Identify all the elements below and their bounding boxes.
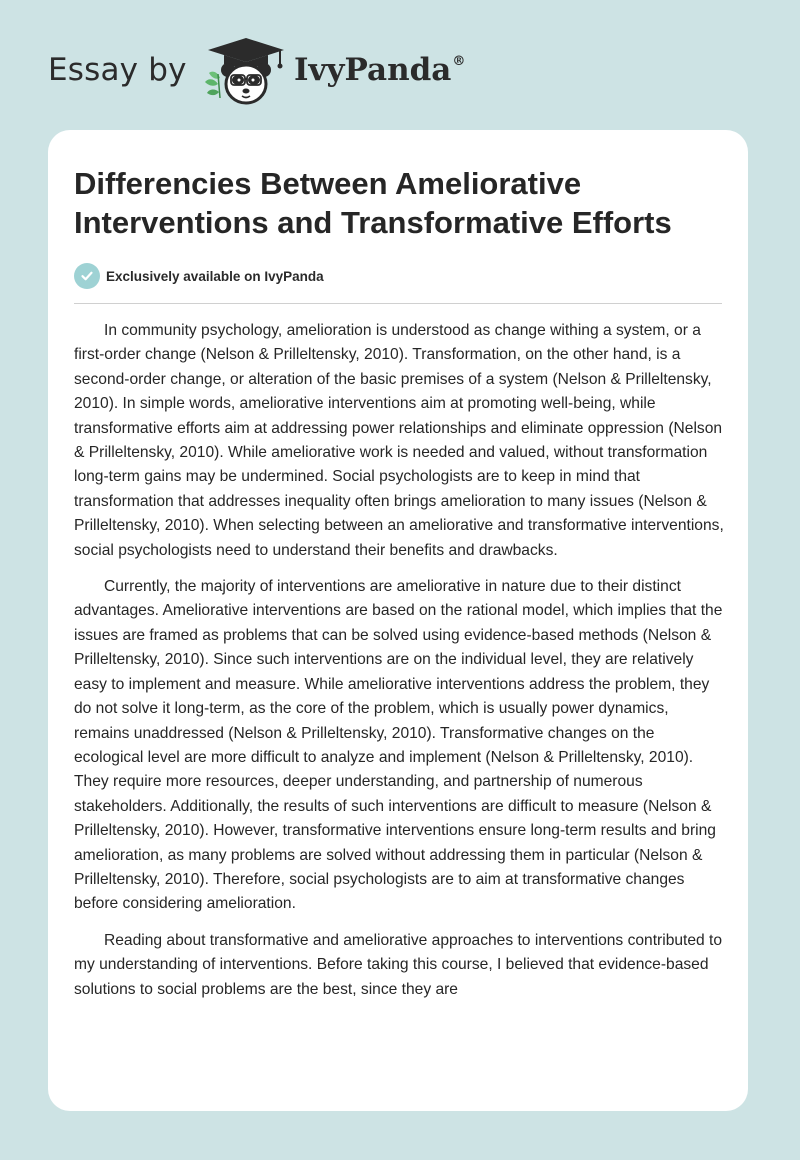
- brand-text: IvyPanda: [294, 52, 452, 88]
- essay-by-label: Essay by: [48, 52, 187, 88]
- registered-mark: ®: [452, 54, 466, 69]
- paragraph-2: Currently, the majority of interventions are ameliorative in nature due to their distinct advantages. Ameliorative interventions are based on the rational model, which implies that the issues are framed as problems that can be solved using evidence-based methods (Nelson & Prilleltensky, 2010). Since such interventions are on the individual level, they are relatively easy to implement and measure. While ameliorative interventions address the problem, they do not solve it long-term, as the core of the problem, which is usually power dynamics, remains unaddressed (Nelson & Prilleltensky, 2010). Transformative changes on the ecological level are more difficult to analyze and implement (Nelson & Prilleltensky, 2010). They require more resources, deeper understanding, and partnership of numerous stakeholders. Additionally, the results of such interventions are difficult to measure (Nelson & Prilleltensky, 2010). However, transformative interventions ensure long-term results and bring amelioration, as many problems are solved without addressing them in particular (Nelson & Prilleltensky, 2010). Therefore, social psychologists are to aim at transformative changes before considering amelioration.: [74, 578, 723, 913]
- essay-body: [74, 319, 724, 1014]
- site-header: [0, 0, 800, 130]
- essay-card: [48, 130, 748, 1111]
- paragraph-3: Reading about transformative and ameliorative approaches to interventions contributed to my understanding of interventions. Before taking this course, I believed that evidence-based solutions to social problems are the best, since they are: [74, 931, 723, 998]
- panda-face-icon: [221, 63, 271, 103]
- leaf-icon: [205, 72, 220, 98]
- brand-name[interactable]: [294, 52, 465, 88]
- check-icon: [74, 263, 100, 289]
- paragraph-1: In community psychology, amelioration is understood as change withing a system, or a first-order change (Nelson & Prilleltensky, 2010). Transformation, on the other hand, is a second-order change, or alteration of the basic premises of a system (Nelson & Prilleltensky, 2010). In simple words, ameliorative interventions aim at promoting well-being, while transformative efforts aim at addressing power relationships and eliminate oppression (Nelson & Prilleltensky, 2010). While ameliorative work is needed and valued, without transformation long-term gains may be undermined. Social psychologists are to keep in mind that transformation that addresses inequality often brings amelioration to many issues (Nelson & Prilleltensky, 2010). When selecting between an ameliorative and transformative interventions, social psychologists need to understand their benefits and drawbacks.: [74, 322, 724, 559]
- panda-logo-icon[interactable]: [200, 34, 292, 108]
- exclusive-badge: [74, 263, 324, 289]
- badge-label: Exclusively available on IvyPanda: [106, 268, 324, 284]
- divider: [74, 303, 722, 304]
- page-title: Differencies Between Ameliorative Interventions and Transformative Efforts: [74, 166, 672, 240]
